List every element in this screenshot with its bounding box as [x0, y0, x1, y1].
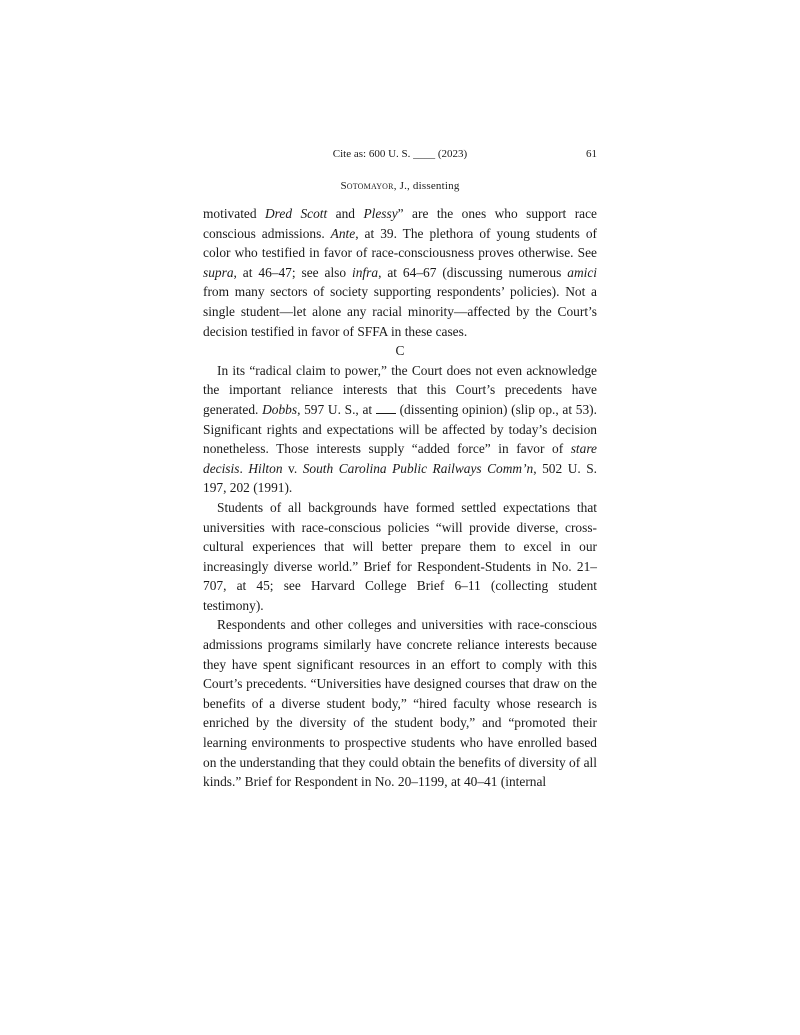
citation-signal-italic: Ante	[330, 225, 356, 241]
case-name-italic: Hilton	[248, 460, 283, 476]
text-run: (dissenting opinion) (slip op., at 53). Significant rights and expectations will be affected by today’s decision nonetheless. Those interests supply “added force” in favor of	[203, 401, 597, 457]
author-name: Sotomayor	[340, 180, 394, 192]
citation-line: Cite as: 600 U. S. ____ (2023)	[332, 148, 468, 160]
text-run: In its “radical claim to power,” the Court does not even acknowledge the important reliance interests that this Court’s precedents have generated.	[203, 362, 597, 417]
text-run: ” are the ones who support race conscious admissions.	[203, 206, 597, 241]
text-run: .	[239, 460, 249, 476]
text-run: , at 64–67 (discussing numerous	[378, 264, 568, 280]
paragraph-1	[203, 204, 597, 341]
paragraph-4: Respondents and other colleges and universities with race-conscious admissions programs similarly have concrete reliance interests because they have spent significant resources in an effort to comply with this Court’s precedents. “Universities have designed courses that draw on the benefits of a diverse student body,” “hired faculty whose research is enriched by the diversity of the student body,” and “promoted their learning environments to prospective students who have enrolled based on the understanding that they could obtain the benefits of diversity of all kinds.” Brief for Respondent in No. 20–1199, at 40–41 (internal	[203, 617, 597, 790]
paragraph-2	[203, 361, 597, 498]
citation-signal-italic: supra	[203, 264, 234, 280]
text-run: and	[327, 206, 364, 221]
case-name-italic: Plessy	[363, 206, 398, 221]
latin-term-italic: stare decisis	[203, 441, 597, 476]
opinion-author-line	[203, 180, 597, 192]
case-name-italic: Dred Scott	[265, 206, 328, 221]
text-run: motivated	[203, 206, 265, 221]
page-header	[203, 148, 597, 166]
author-role: , J., dissenting	[393, 180, 460, 192]
text-run: , at 46–47; see also	[233, 264, 353, 280]
citation-signal-italic: infra	[352, 264, 379, 280]
opinion-body	[203, 204, 597, 792]
section-heading: C	[395, 343, 405, 359]
text-run: from many sectors of society supporting respondents’ policies). Not a single student—let alone any racial minority—affected by the Court’s decision testified in favor of SFFA in these cases.	[203, 284, 597, 339]
text-run: , 502 U. S. 197, 202 (1991).	[203, 460, 598, 496]
page-number: 61	[586, 148, 597, 160]
paragraph-3: Students of all backgrounds have formed settled expectations that universities with race-conscious policies “will provide diverse, cross-cultural experiences that will better prepare them to excel in our increasingly diverse world.” Brief for Respondent-Students in No. 21–707, at 45; see Harvard College Brief 6–11 (collecting student testimony).	[203, 499, 597, 613]
text-run: v.	[282, 460, 303, 476]
case-name-italic: South Carolina Public Railways Comm’n	[302, 460, 534, 476]
text-run: , at 39. The plethora of young students of color who testified in favor of race-consciousness proves otherwise. See	[203, 225, 597, 261]
text-run: , 597 U. S., at	[297, 401, 376, 417]
case-name-italic: Dobbs	[262, 401, 298, 417]
latin-term-italic: amici	[567, 264, 597, 280]
blank-page-line	[376, 403, 396, 414]
